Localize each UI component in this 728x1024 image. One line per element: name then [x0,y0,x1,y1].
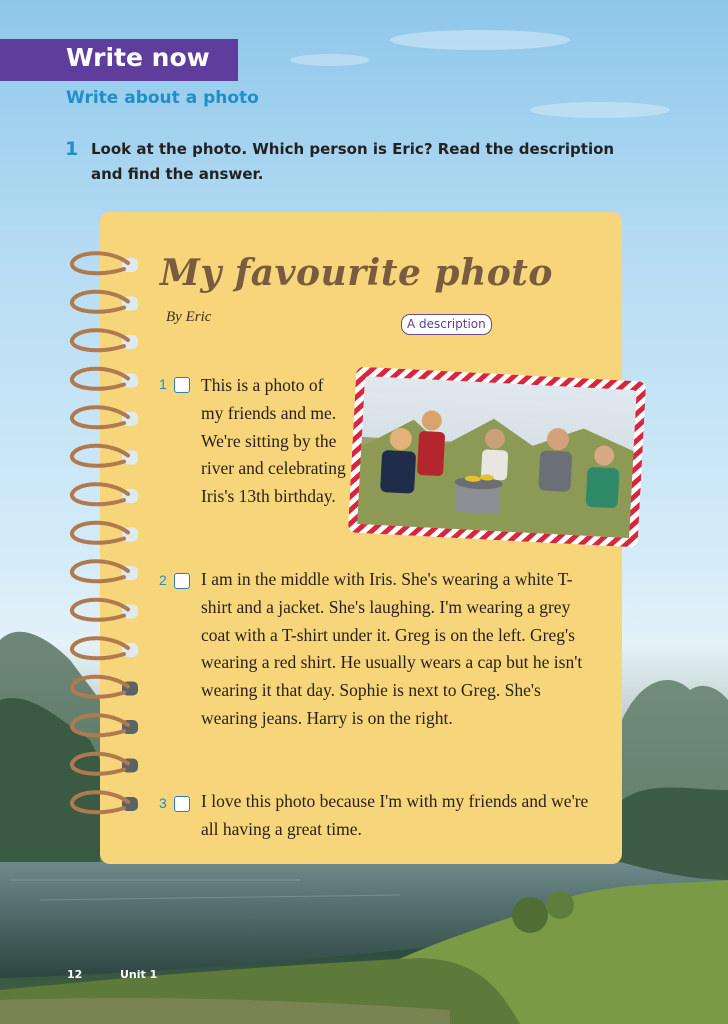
spiral-ring [72,292,128,312]
spiral-ring [72,600,128,620]
spiral-ring [72,677,128,697]
page-number: 12 [67,968,83,981]
spiral-ring [72,715,128,735]
exercise-instruction: Look at the photo. Which person is Eric? Read the description and find the answer. [91,140,615,183]
paragraph-3-number: 3 [159,795,167,811]
spiral-ring [72,561,128,581]
spiral-ring [72,484,128,504]
unit-label: Unit 1 [120,968,158,981]
paragraph-2-text: I am in the middle with Iris. She's wearing a white T-shirt and a jacket. She's laughing. I'm wearing a grey coat with a T-shirt under it. Greg is on the left. Greg's wearing a red shirt. He usually wears a cap but he isn't wearing it that day. Sophie is next to Greg. She's wearing jeans. Harry is on the right. [201,569,583,728]
spiral-ring [72,330,128,350]
spiral-ring [72,792,128,812]
spiral-ring [72,446,128,466]
section-title: Write now [66,43,210,72]
spiral-ring [72,253,128,273]
notebook-byline: By Eric [166,309,212,325]
notebook-title: My favourite photo [160,252,553,294]
paragraph-2-number: 2 [159,572,167,588]
paragraph-3-checkbox[interactable] [174,796,190,812]
spiral-ring [72,523,128,543]
paragraph-3-text: I love this photo because I'm with my friends and we're all having a great time. [201,791,589,839]
section-subtitle: Write about a photo [66,88,259,108]
spiral-ring [72,754,128,774]
paragraph-1-checkbox[interactable] [174,377,190,393]
paragraph-2-checkbox[interactable] [174,573,190,589]
spiral-ring [72,407,128,427]
spiral-ring [72,369,128,389]
exercise-number: 1 [65,138,79,160]
paragraph-1-text: This is a photo of my friends and me. We're sitting by the river and celebrating Iris's 13th birthday. [201,375,346,507]
paragraph-1-number: 1 [159,376,167,392]
text-type-badge: A description [401,314,492,335]
spiral-ring [72,638,128,658]
friends-photo [348,367,646,548]
